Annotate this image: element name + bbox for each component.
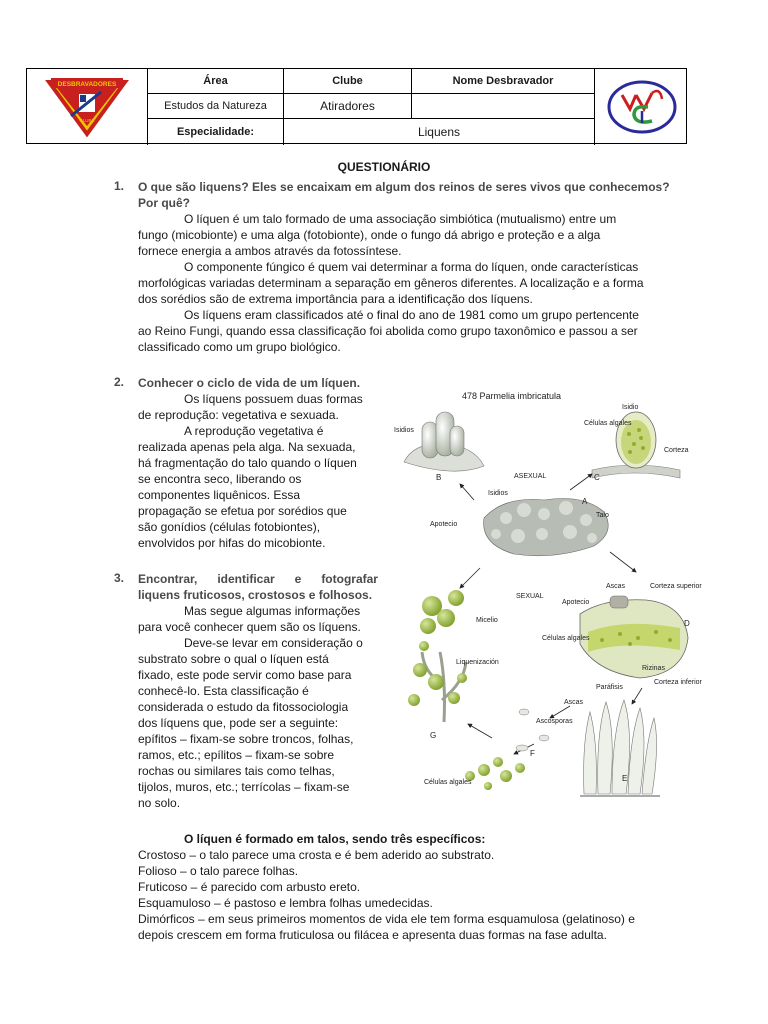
header-table	[26, 68, 687, 144]
q2-line: realizada apenas pela alga. Na sexuada,	[138, 440, 356, 454]
q3-line: conhecê-lo. Esta classificação é	[138, 684, 309, 698]
talos-line: depois crescem em forma fruticulosa ou filácea e apresenta duas formas na fase adulta.	[138, 928, 607, 942]
arrow	[550, 706, 570, 718]
label-apotecio-d: Apotecio	[562, 599, 590, 606]
q1-title-line: O que são liquens? Eles se encaixam em algum dos reinos de seres vivos que conhecemos?	[138, 180, 670, 194]
label-sexual: SEXUAL	[516, 593, 544, 600]
label-parafisis: Paráfisis	[596, 684, 623, 691]
talos-line: Esquamuloso – é pastoso e lembra folhas umedecidas.	[138, 896, 433, 910]
letter-a: A	[582, 497, 588, 506]
label-talo: Talo	[596, 512, 609, 519]
thallus-illustration-a	[484, 499, 609, 556]
label-micelio: Micelio	[476, 617, 498, 624]
page-title: QUESTIONÁRIO	[337, 160, 431, 174]
label-rizinas: Rizinas	[642, 665, 665, 672]
q3-line: dos líquens que, pode ser a seguinte:	[138, 716, 339, 730]
label-liquenizacion: Liquenización	[456, 659, 499, 666]
area-value: Estudos da Natureza	[148, 94, 284, 119]
label-corteza-inferior: Corteza inferior	[654, 679, 702, 686]
letter-c: C	[594, 473, 600, 482]
col-area-header: Área	[148, 69, 284, 94]
label-ascas-d: Ascas	[606, 583, 626, 590]
talos-heading: O líquen é formado em talos, sendo três específicos:	[184, 832, 486, 846]
q3-title-word: identificar	[217, 572, 275, 586]
q1-line: dos sorédios são de extrema importância para a identificação dos líquens.	[138, 292, 533, 306]
diagram-title: 478 Parmelia imbricatula	[462, 391, 562, 401]
q2-number: 2.	[114, 375, 125, 389]
q1-line: O componente fúngico é quem vai determinar a forma do líquen, onde características	[184, 260, 639, 274]
q1-line: fungo (micobionte) e uma alga (fotobionte), onde o fungo dá abrigo e proteção e a alga	[138, 228, 601, 242]
letter-g: G	[430, 731, 437, 740]
logo-sub-text: CLUBE	[79, 118, 95, 123]
label-celulas-algales-d: Células algales	[542, 635, 590, 642]
q2-line: são gonídios (células fotobiontes),	[138, 520, 321, 534]
q3-title-line	[138, 571, 378, 587]
pathfinder-logo	[45, 76, 129, 138]
label-asexual: ASEXUAL	[514, 473, 547, 480]
logo-cell	[27, 69, 148, 145]
isidios-illustration-b	[404, 412, 484, 471]
logo2-cell	[595, 69, 688, 145]
q3-answer	[138, 603, 378, 811]
apotecio-section-d	[580, 596, 688, 678]
q3-line: Deve-se levar em consideração o	[184, 636, 363, 650]
club-logo	[604, 77, 680, 137]
talos-section	[138, 831, 738, 943]
q3-number: 3.	[114, 571, 125, 585]
lichen-life-cycle-diagram	[384, 382, 702, 800]
q3-line: rochas ou similares tais como telhas,	[138, 764, 335, 778]
q1-line: fornece energia a ambos através da fotossíntese.	[138, 244, 402, 258]
q1-line: morfológicas variadas determinam a separação em gêneros diferentes. A localização e a forma	[138, 276, 644, 290]
label-celulas-algales-f: Células algales	[424, 779, 472, 786]
q2-line: de reprodução: vegetativa e sexuada.	[138, 408, 339, 422]
label-corteza-superior: Corteza superior	[650, 583, 702, 590]
q3-title	[138, 571, 378, 603]
arrow	[460, 568, 480, 588]
arrow	[570, 474, 592, 490]
label-apotecio-a: Apotecio	[430, 521, 458, 528]
col-nome-header: Nome Desbravador	[412, 69, 595, 94]
q3-title-word: Encontrar,	[138, 572, 198, 586]
arrow	[460, 484, 474, 500]
label-corteza-c: Corteza	[664, 447, 689, 454]
q3-line: considerada o estudo da fitossociologia	[138, 700, 349, 714]
q2-line: A reprodução vegetativa é	[184, 424, 324, 438]
logo-text: DESBRAVADORES	[57, 81, 117, 88]
q3-title-line: liquens fruticosos, crostosos e folhosos.	[138, 588, 373, 602]
q2-line: componentes liquênicos. Essa	[138, 488, 301, 502]
talos-line: Dimórficos – em seus primeiros momentos de vida ele tem forma esquamulosa (gelatinoso) e	[138, 912, 635, 926]
q2-line: Os líquens possuem duas formas	[184, 392, 363, 406]
q1-answer	[138, 211, 718, 355]
q3-line: tijolos, muros, etc.; terrícolas – fixam-se	[138, 780, 350, 794]
q3-line: no solo.	[138, 796, 181, 810]
label-celulas-algales-c: Células algales	[584, 420, 632, 427]
talos-line: Fruticoso – é parecido com arbusto ereto.	[138, 880, 361, 894]
arrow	[610, 552, 636, 572]
letter-d: D	[684, 619, 690, 628]
letter-b: B	[436, 473, 442, 482]
arrow	[468, 724, 492, 738]
letter-f: F	[530, 749, 535, 758]
q1-line: O líquen é um talo formado de uma associação simbiótica (mutualismo) entre um	[184, 212, 617, 226]
ascas-illustration-e	[580, 700, 660, 796]
q1-line: Os líquens eram classificados até o final do ano de 1981 como um grupo pertencente	[184, 308, 639, 322]
label-ascosporas: Ascosporas	[536, 718, 573, 725]
q3-line: ramos, etc.; epílitos – fixam-se sobre	[138, 748, 335, 762]
q1-title-line: Por quê?	[138, 196, 191, 210]
talos-line: Folioso – o talo parece folhas.	[138, 864, 299, 878]
q2-answer	[138, 391, 378, 551]
arrow	[632, 688, 642, 704]
label-isidio-c: Isidio	[622, 404, 639, 411]
q1-line: classificado como um grupo biológico.	[138, 340, 341, 354]
q3-title-word: fotografar	[321, 572, 378, 586]
q3-line: para você conhecer quem são os líquens.	[138, 620, 361, 634]
q1-title	[138, 179, 718, 211]
col-clube-header: Clube	[284, 69, 412, 94]
especialidade-value: Liquens	[284, 119, 595, 145]
q2-title: Conhecer o ciclo de vida de um líquen.	[138, 376, 361, 390]
clube-value: Atiradores	[284, 94, 412, 119]
q1-line: ao Reino Fungi, quando essa classificação foi abolida como grupo taxonômico e passou a ser	[138, 324, 638, 338]
label-ascas-e: Ascas	[564, 699, 584, 706]
talos-line: Crostoso – o talo parece uma crosta e é bem aderido ao substrato.	[138, 848, 495, 862]
q2-line: envolvidos por hifas do micobionte.	[138, 536, 326, 550]
liquenizacion-illustration-g	[408, 590, 467, 722]
q3-line: substrato sobre o qual o líquen está	[138, 652, 329, 666]
letter-e: E	[622, 774, 628, 783]
label-isidios-a: Isidios	[488, 490, 508, 497]
label-isidios-b: Isidios	[394, 427, 414, 434]
q2-line: há fragmentação do talo quando o líquen	[138, 456, 357, 470]
q3-line: epífitos – fixam-se sobre troncos, folhas,	[138, 732, 354, 746]
especialidade-label: Especialidade:	[148, 119, 284, 145]
q3-line: Mas segue algumas informações	[184, 604, 361, 618]
q1-number: 1.	[114, 179, 125, 193]
q3-line: fixado, este pode servir como base para	[138, 668, 352, 682]
q2-line: propagação se efetua por sorédios que	[138, 504, 347, 518]
q3-title-word: e	[294, 572, 302, 586]
nome-value[interactable]	[412, 94, 595, 119]
q2-line: se encontra seco, liberando os	[138, 472, 302, 486]
